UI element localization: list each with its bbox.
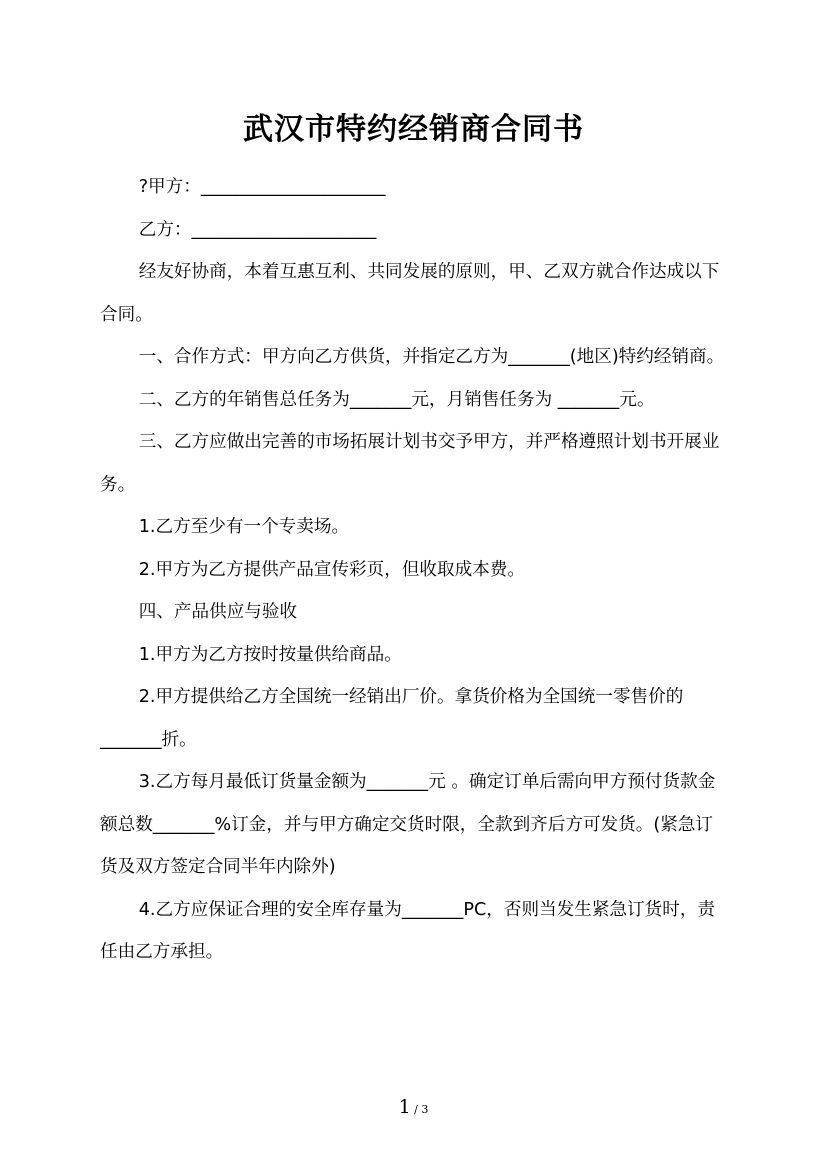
clause-4-item-3: 3.乙方每月最低订货量金额为_______元 。确定订单后需向甲方预付货款金额总数_______%订金，并与甲方确定交货时限，全款到齐后方可发货。(紧急订货及双方签定合同半年内除外) xyxy=(100,772,716,877)
clause-4-item-1: 1.甲方为乙方按时按量供给商品。 xyxy=(138,644,402,665)
clause-3-item-2: 2.甲方为乙方提供产品宣传彩页，但收取成本费。 xyxy=(138,559,525,580)
party-a-line: ?甲方：_____________________ xyxy=(138,177,386,197)
document-title: 武汉市特约经销商合同书 xyxy=(243,112,584,147)
preamble-paragraph: 经友好协商，本着互惠互利、共同发展的原则，甲、乙双方就合作达成以下合同。 xyxy=(100,262,720,325)
page-number xyxy=(0,1096,827,1118)
party-b-line: 乙方：_____________________ xyxy=(138,219,377,240)
clause-4-item-2: 2.甲方提供给乙方全国统一经销出厂价。拿货价格为全国统一零售价的_______折。 xyxy=(100,687,684,750)
page-current: 1 xyxy=(398,1096,411,1118)
page-total: / 3 xyxy=(410,1103,429,1116)
clause-3-item-1: 1.乙方至少有一个专卖场。 xyxy=(138,517,350,537)
clause-4-item-4: 4.乙方应保证合理的安全库存量为_______PC，否则当发生紧急订货时，责任由乙方承担。 xyxy=(100,899,716,962)
clause-3-market-plan: 三、乙方应做出完善的市场拓展计划书交予甲方，并严格遵照计划书开展业务。 xyxy=(100,432,720,495)
clause-1-cooperation: 一、合作方式：甲方向乙方供货，并指定乙方为_______(地区)特约经销商。 xyxy=(138,347,725,367)
clause-4-heading: 四、产品供应与验收 xyxy=(138,602,298,622)
clause-2-sales-target: 二、乙方的年销售总任务为_______元，月销售任务为 _______元。 xyxy=(138,389,655,410)
document-body xyxy=(100,166,728,974)
